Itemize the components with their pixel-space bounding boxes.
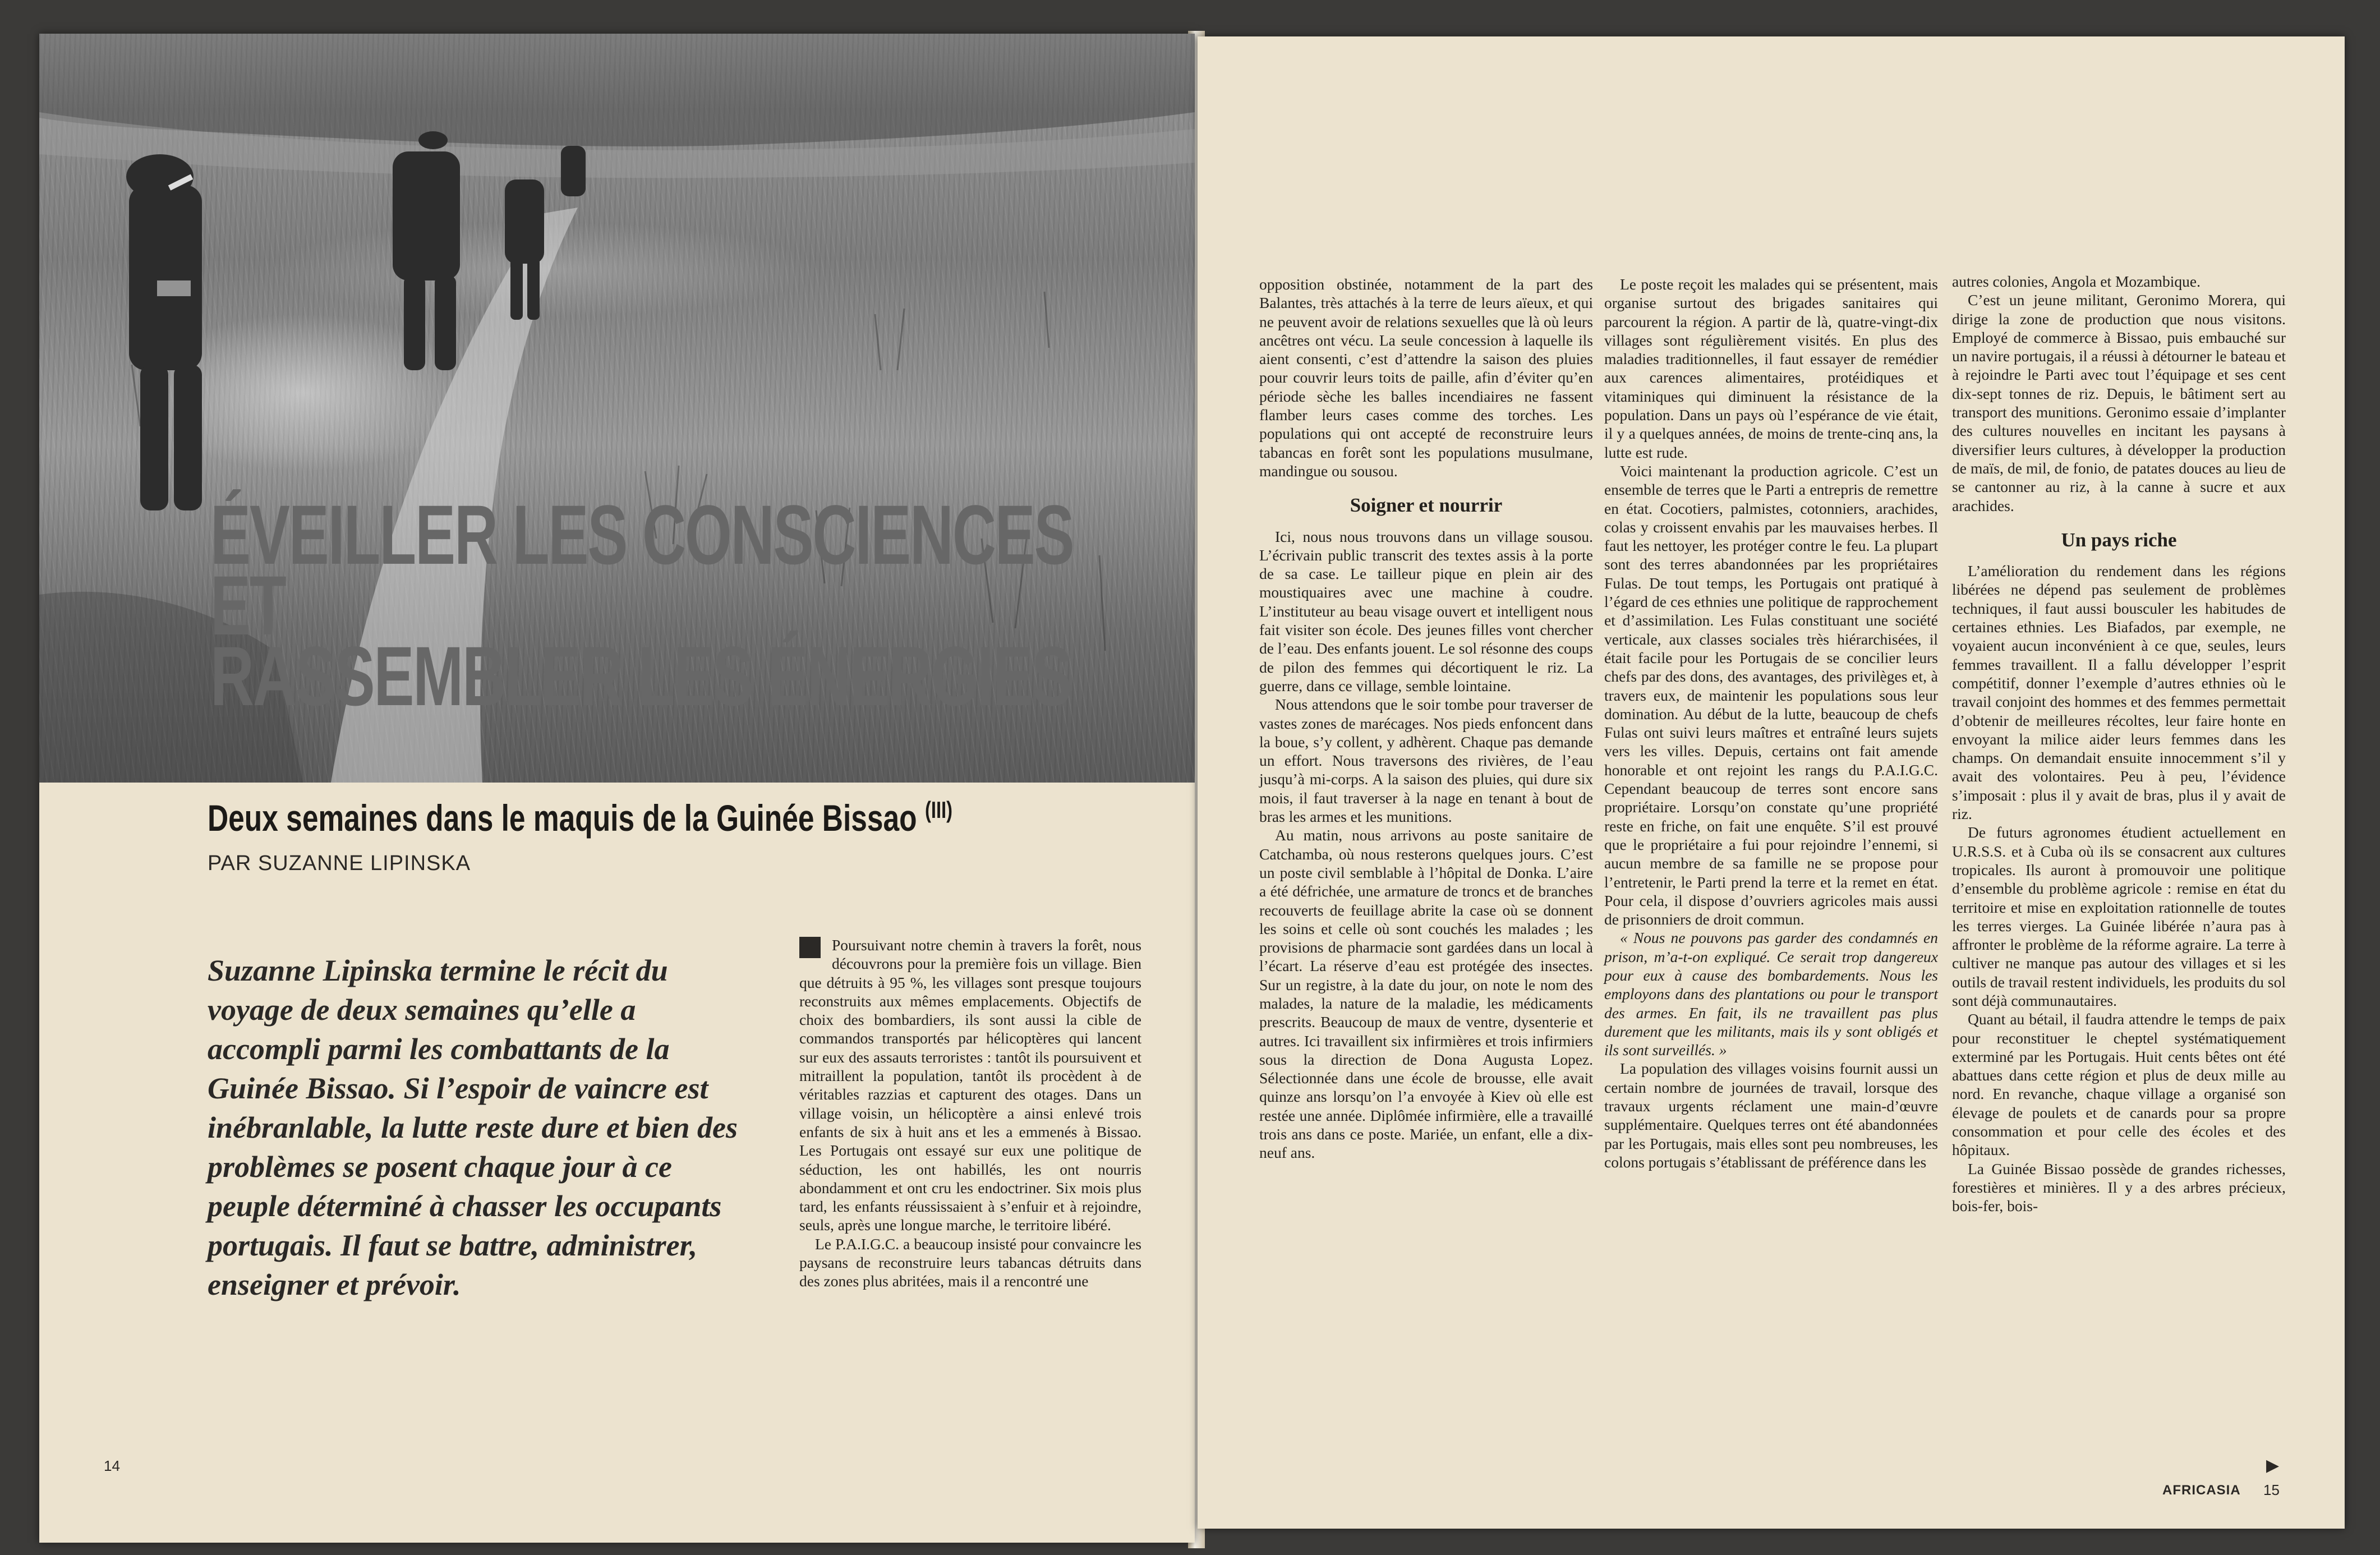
intro-standfirst: Suzanne Lipinska termine le récit du voyage de deux semaines qu’elle a accompli parmi les combattants de la Guinée Bissao. Si l’espoir de vaincre est inébranlable, la lutte reste dure et bien des problèmes se posent chaque jour à ce peuple déterminé à chasser les occupants portugais. Il faut se battre, administrer, enseigner et prévoir. bbox=[208, 954, 738, 1301]
continue-arrow-icon: ▶ bbox=[2266, 1456, 2280, 1475]
headline-line-3: RASSEMBLER LES ÉNERGIES bbox=[210, 629, 1071, 723]
subtitle-part-number: (III) bbox=[924, 797, 953, 823]
paragraph bbox=[799, 936, 1141, 1235]
subtitle-text: Deux semaines dans le maquis de la Guinée Bissao bbox=[208, 797, 917, 839]
column-1 bbox=[799, 936, 1141, 1291]
photo-marsh-patrol bbox=[39, 34, 1195, 783]
paragraph: Voici maintenant la production agricole. C’est un ensemble de terres que le Parti a entrepris de remettre en état. Cocotiers, palmistes, cotonniers, arachides, colas y croissent envahis par les mauvaises herbes. Il faut les nettoyer, les protéger contre le feu. La plupart sont des terres abandonnées par les propriétaires Fulas. De tout temps, les Portugais ont pratiqué à l’égard de ces ethnies une politique de rapprochement et d’assimilation. Les Fulas constituant une société verticale, aux classes sociales très hiérarchisées, il était facile pour les Portugais de se concilier leurs chefs par des dons, des avantages, des privilèges et, à travers eux, de maintenir les populations sous leur domination. Au début de la lutte, beaucoup de chefs Fulas ont suivi leurs maîtres et entraîné leurs sujets vers les villes. Depuis, certains ont fait amende honorable et ont rejoint les rangs du P.A.I.G.C. Cependant beaucoup de terres sont encore sans propriétaire. Lorsqu’on constate qu’une propriété reste en friche, on fait une enquête. S’il est prouvé que le propriétaire a fui pour rejoindre l’ennemi, si aucun membre de sa famille ne se propose pour l’entretenir, le Parti prend la terre et la remet en état. Pour cela, il dispose d’ouvriers agricoles mais aussi de prisonniers de droit commun. bbox=[1604, 462, 1938, 928]
paragraph: Le P.A.I.G.C. a beaucoup insisté pour convaincre les paysans de reconstruire leurs tabancas détruits dans des zones plus abritées, mais il a rencontré une bbox=[799, 1235, 1141, 1290]
column-3 bbox=[1604, 275, 1938, 1171]
paragraph: autres colonies, Angola et Mozambique. bbox=[1952, 273, 2201, 290]
headline bbox=[210, 487, 1074, 723]
paragraph-text: Poursuivant notre chemin à travers la forêt, nous découvrons pour la première fois un village. Bien que détruits à 95 %, les villages sont presque toujours reconstruits aux mêmes emplacements. Objectifs de choix des bombardiers, ils sont aussi la cible de commandos transportés par hélicoptères qui lancent sur eux des assauts terroristes : tantôt ils poursuivent et mitraillent la population, tantôt ils procèdent à de véritables razzias et capturent des otages. Dans un village voisin, un hélicoptère a ainsi enlevé trois enfants de six à huit ans et les a emmenés à Bissao. Les Portugais ont essayé sur eux une politique de séduction, les ont habillés, les ont nourris abondamment et ont cru les endoctriner. Six mois plus tard, les enfants réussissaient à s’enfuir et à rejoindre, seuls, après une longue marche, le territoire libéré. bbox=[799, 936, 1141, 1234]
quote-paragraph: « Nous ne pouvons pas garder des condamnés en prison, m’a-t-on expliqué. Ce serait trop dangereux pour eux à cause des bombardements. Nous les employons dans des plantations ou pour le transport des armes. En fait, ils ne travaillent pas plus durement que les militants, mais ils y sont obligés et ils sont surveillés. » bbox=[1604, 929, 1938, 1059]
section-heading-soigner: Soigner et nourrir bbox=[1350, 494, 1503, 517]
paragraph: Quant au bétail, il faudra attendre le temps de paix pour reconstituer le cheptel systématiquement exterminé par les Portugais. Huit cents bêtes ont été abattues dans cette région et plus de deux mille au nord. En revanche, chaque village a organisé son élevage de poulets et de canards pour sa propre consommation et pour celle des écoles et des hôpitaux. bbox=[1952, 1010, 2286, 1159]
paragraph: C’est un jeune militant, Geronimo Morera, qui dirige la zone de production que nous visitons. Employé de commerce à Bissao, puis embauché sur un navire portugais, il a réussi à détourner le bateau et à rejoindre le Parti avec tout l’équipage et ses cent dix-sept tonnes de riz. Depuis, le bâtiment sert au transport des munitions. Geronimo essaie d’implanter des cultures nouvelles en incitant les paysans à diversifier leurs cultures, à développer la production de maïs, de mil, de fonio, de patates douces au lieu de se cantonner au riz, à la canne à sucre et aux arachides. bbox=[1952, 291, 2286, 514]
paragraph: Ici, nous nous trouvons dans un village sousou. L’écrivain public transcrit des textes assis à la porte de sa case. Le tailleur pique en plein air des moustiquaires avec une machine à coudre. L’instituteur au beau visage ouvert et intelligent nous fait visiter son école. Des jeunes filles vont chercher de l’eau. Des enfants jouent. Le sol résonne des coups de pilon des femmes qui décortiquent le riz. La guerre, dans ce village, semble lointaine. bbox=[1259, 527, 1593, 694]
paragraph: De futurs agronomes étudient actuellement en U.R.S.S. et à Cuba où ils se consacrent aux cultures tropicales. Ils auront à promouvoir une politique d’ensemble du problème agricole : remise en état du territoire et mise en exploitation rationnelle de toutes les terres vierges. La Guinée libérée n’aura pas à affronter le problème de la réforme agraire. La terre à cultiver ne manque pas autour des villages et si les outils de travail restent individuels, les produits du sol sont déjà communautaires. bbox=[1952, 823, 2286, 1009]
paragraph: Le poste reçoit les malades qui se présentent, mais organise surtout des brigades sanitaires qui parcourent la région. A partir de là, quatre-vingt-dix villages sont régulièrement visités. En plus des maladies traditionnelles, il faut essayer de remédier aux carences alimentaires, protéidiques et vitaminiques qui diminuent la résistance de la population. Dans un pays où l’espérance de vie était, il y a quelques années, de moins de trente-cinq ans, la lutte est rude. bbox=[1604, 275, 1938, 461]
left-page bbox=[39, 34, 1195, 1543]
column-4 bbox=[1952, 272, 2286, 1216]
paragraph: La population des villages voisins fournit aussi un certain nombre de journées de travail, lorsque des travaux urgents réclament une main-d’œuvre supplémentaire. Quelques terres ont été abandonnées par les Portugais, mais elles sont peu nombreuses, les colons portugais s’établissant de préférence dans les bbox=[1604, 1060, 1938, 1171]
magazine-brand: AFRICASIA bbox=[2162, 1483, 2241, 1498]
subtitle bbox=[208, 797, 952, 839]
headline-line-2: ET bbox=[210, 558, 286, 652]
column-2 bbox=[1259, 275, 1593, 1162]
paragraph: L’amélioration du rendement dans les régions libérées ne dépend pas seulement de problèmes techniques, il faut aussi bousculer les habitudes de certaines ethnies. Les Biafados, par exemple, ne voyaient aucun inconvénient à ce que, seules, leurs femmes travaillent. Il a fallu développer l’esprit compétitif, donner l’exemple d’autres ethnies où le travail conjoint des hommes et des femmes permettait d’obtenir de meilleures récoltes, leur faire honte en envoyant la milice aider leurs femmes dans les champs. On demandait ensuite innocemment s’il y avait des volontaires. Peu à peu, l’évidence s’imposait : plus il y avait de bras, plus il y avait de riz. bbox=[1952, 562, 2286, 823]
headline-line-1: ÉVEILLER LES CONSCIENCES bbox=[210, 487, 1074, 582]
paragraph: Nous attendons que le soir tombe pour traverser de vastes zones de marécages. Nos pieds enfoncent dans la boue, s’y collent, y adhèrent. Chaque pas demande un effort. Nous traversons des rivières, de l’eau jusqu’à mi-corps. A la saison des pluies, qui dure six mois, il faut traverser à la nage en tenant à bout de bras les armes et les munitions. bbox=[1259, 696, 1593, 826]
page-number-right: 15 bbox=[2263, 1482, 2280, 1498]
right-page bbox=[1198, 36, 2345, 1529]
page-number-left: 14 bbox=[104, 1457, 120, 1474]
paragraph: La Guinée Bissao possède de grandes richesses, forestières et minières. Il y a des arbres précieux, bois-fer, bois- bbox=[1952, 1160, 2286, 1215]
byline: PAR SUZANNE LIPINSKA bbox=[208, 852, 471, 875]
section-heading-pays-riche: Un pays riche bbox=[2061, 528, 2177, 551]
paragraph: opposition obstinée, notamment de la part des Balantes, très attachés à la terre de leurs aïeux, et qui ne peuvent avoir de relations sexuelles que là où leurs ancêtres ont vécu. La seule concession à laquelle ils aient consenti, c’est d’attendre la saison des pluies pour couvrir leurs toits de paille, afin d’éviter qu’en période sèche les balles incendiaires ne fassent flamber leurs cases comme des torches. Les populations qui ont accepté de reconstruire leurs tabancas en forêt sont les populations musulmane, mandingue ou sousou. bbox=[1259, 275, 1593, 480]
paragraph-square-icon bbox=[799, 937, 821, 958]
paragraph: Au matin, nous arrivons au poste sanitaire de Catchamba, où nous resterons quelques jours. C’est un poste civil semblable à l’hôpital de Donka. L’aire a été défrichée, une armature de troncs et de branches recouverts de feuillage abrite la case où se donnent les soins et celle où sont couchés les malades ; les provisions de pharmacie sont gardées dans un local à l’écart. La réserve d’eau est protégée des insectes. Sur un registre, à la date du jour, on note le nom des malades, la nature de la maladie, les médicaments prescrits. Beaucoup de maux de ventre, dysenterie et autres. Ici travaillent six infirmières et trois infirmiers sous la direction de Dona Augusta Lopez. Sélectionnée dans une école de brousse, elle avait quinze ans lorsqu’on l’a envoyée à Kiev où elle est restée une année. Diplômée infirmière, elle a travaillé trois ans dans ce poste. Mariée, un enfant, elle a dix-neuf ans. bbox=[1259, 826, 1593, 1162]
